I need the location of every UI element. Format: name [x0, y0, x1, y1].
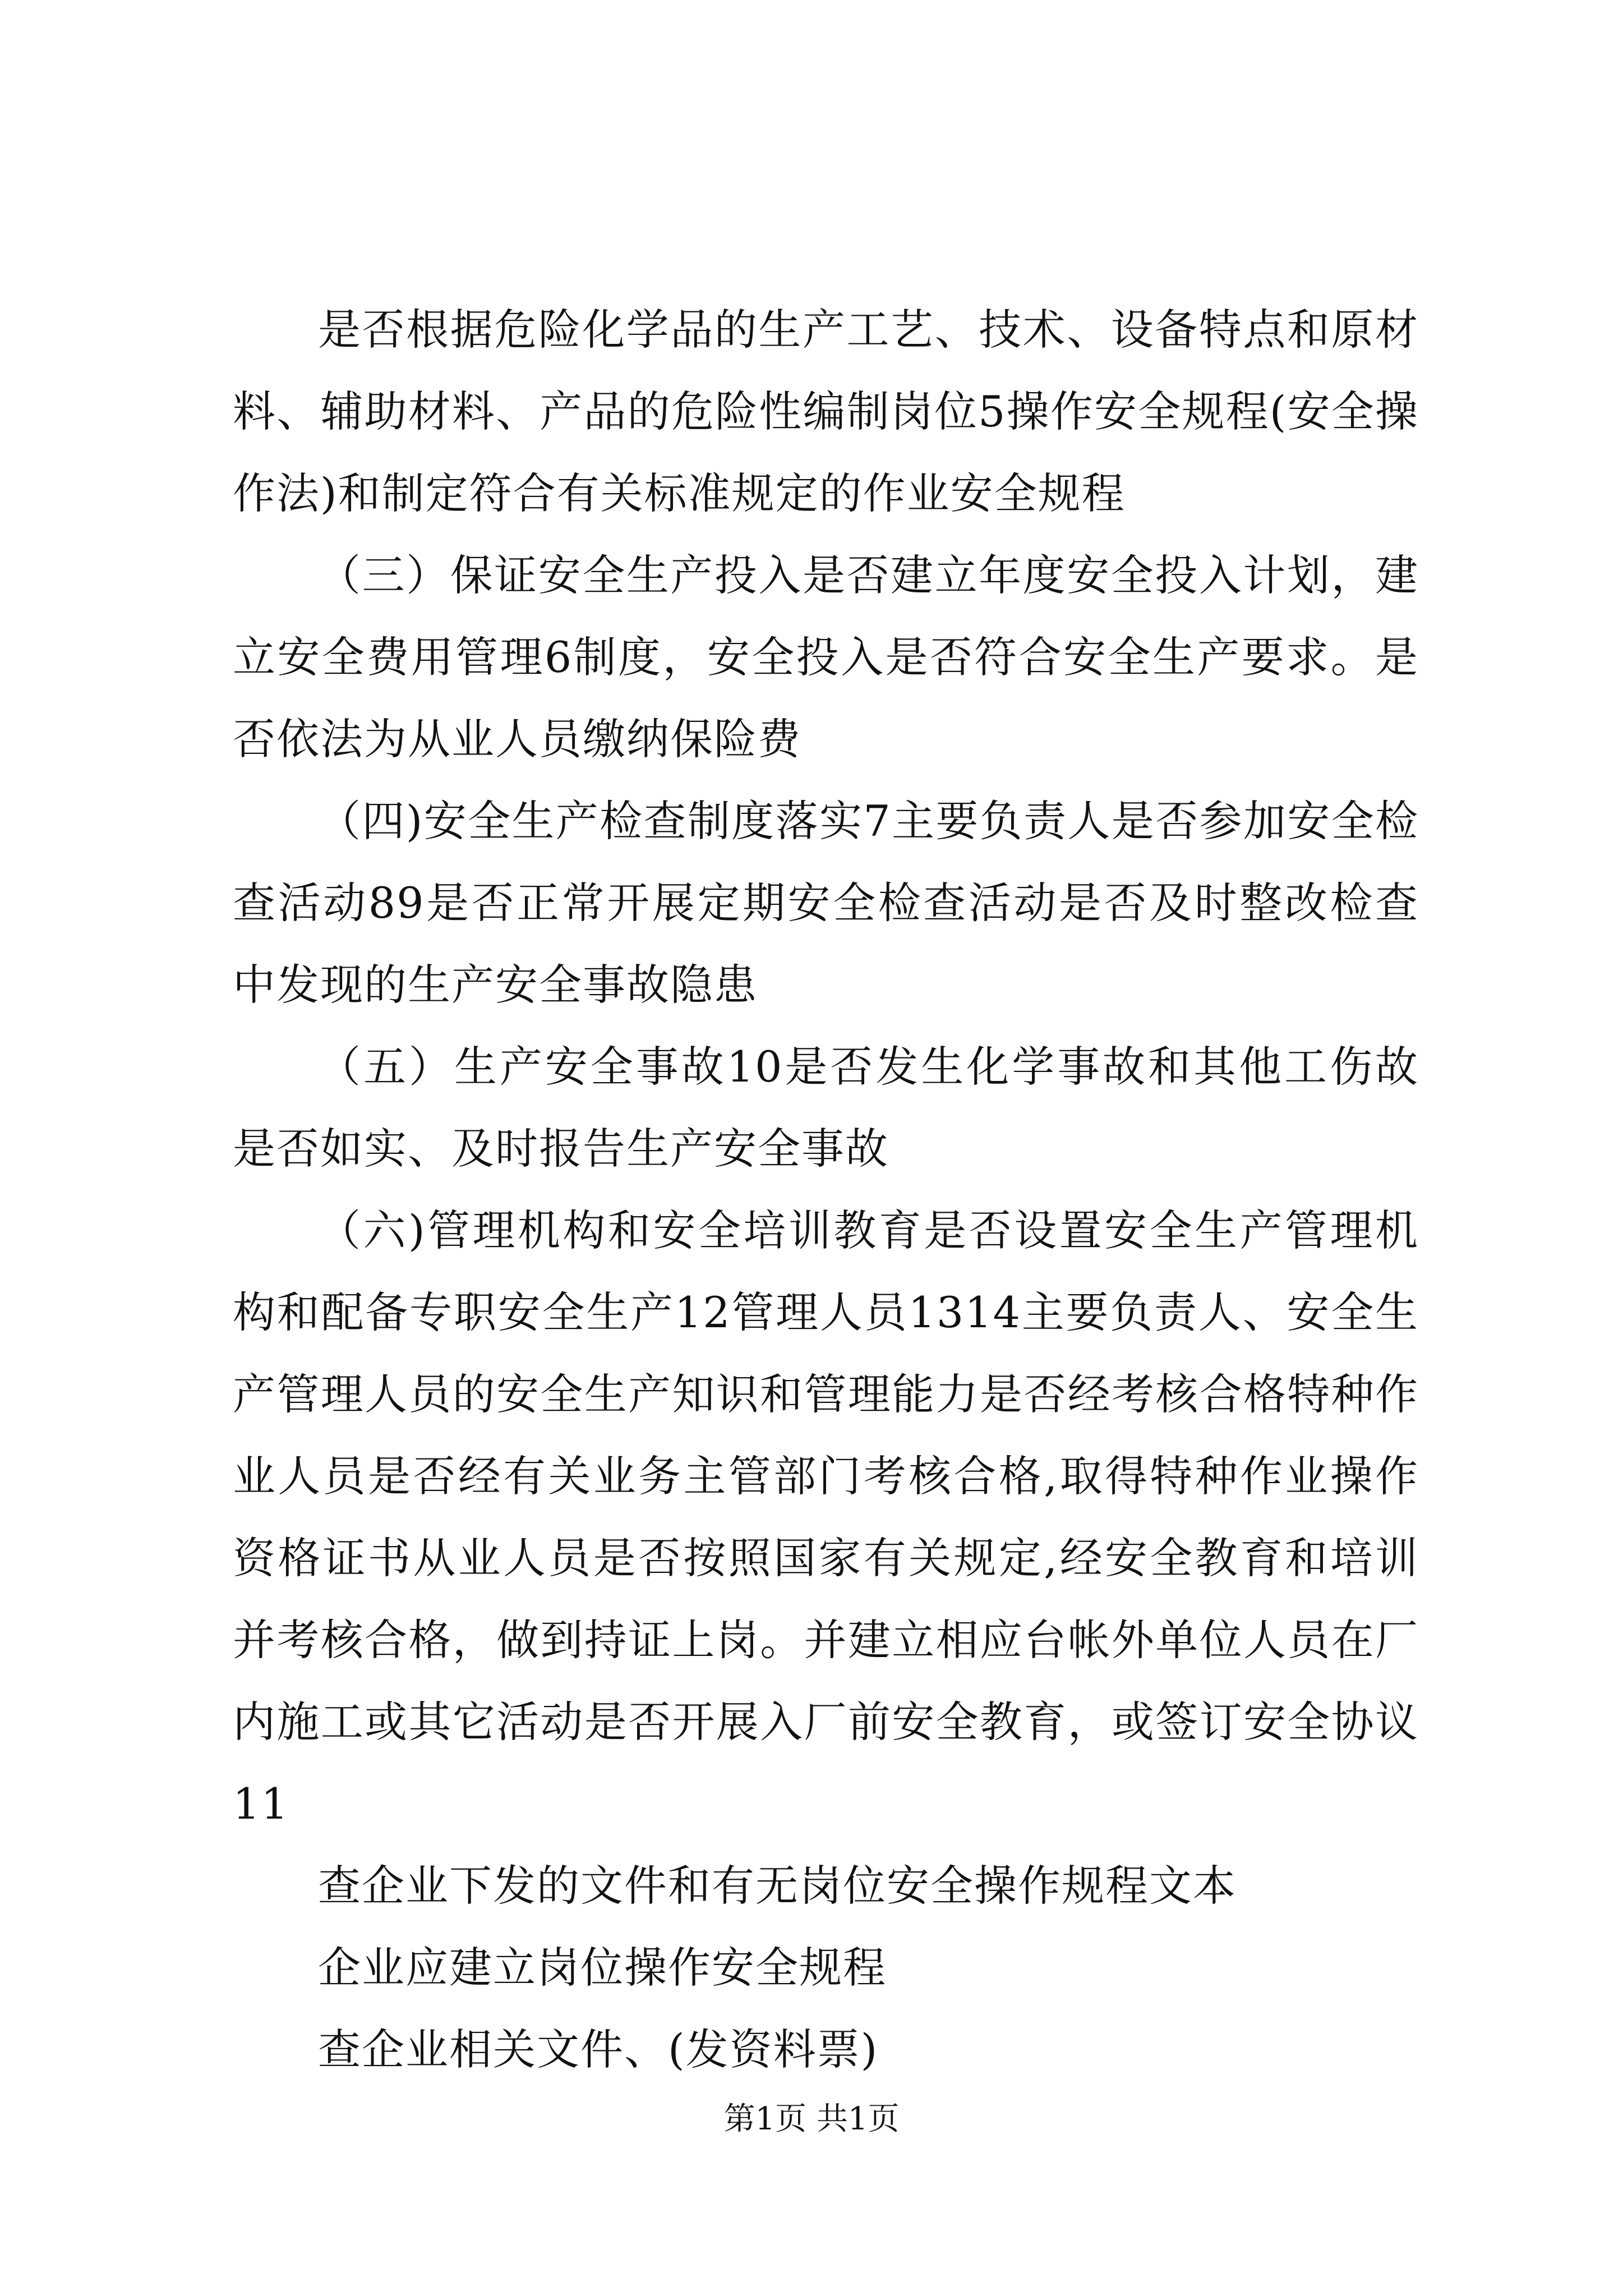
paragraph-4: （五）生产安全事故10是否发生化学事故和其他工伤故是否如实、及时报告生产安全事故: [233, 1042, 1419, 1174]
paragraph-8: 查企业相关文件、(发资料票): [318, 2024, 879, 2074]
page-footer: 第1页 共1页: [723, 2101, 900, 2137]
paragraph-2: （三）保证安全生产投入是否建立年度安全投入计划，建立安全费用管理6制度，安全投入是否符合安全生产要求。是否依法为从业人员缴纳保险费: [233, 550, 1419, 764]
paragraph-1: 是否根据危险化学品的生产工艺、技术、设备特点和原材料、辅助材料、产品的危险性编制岗位5操作安全规程(安全操作法)和制定符合有关标准规定的作业安全规程: [233, 305, 1419, 518]
paragraph-5: （六)管理机构和安全培训教育是否设置安全生产管理机构和配备专职安全生产12管理人员1314主要负责人、安全生产管理人员的安全生产知识和管理能力是否经考核合格特种作业人员是否经有关业务主管部门考核合格,取得特种作业操作资格证书从业人员是否按照国家有关规定,经安全教育和培训并考核合格，做到持证上岗。并建立相应台帐外单位人员在厂内施工或其它活动是否开展入厂前安全教育，或签订安全协议11: [233, 1205, 1419, 1829]
paragraph-6: 查企业下发的文件和有无岗位安全操作规程文本: [318, 1861, 1237, 1911]
paragraph-3: （四)安全生产检查制度落实7主要负责人是否参加安全检查活动89是否正常开展定期安全检查活动是否及时整改检查中发现的生产安全事故隐患: [233, 796, 1419, 1010]
document-body: [233, 289, 1419, 2091]
paragraph-7: 企业应建立岗位操作安全规程: [318, 1943, 887, 1993]
